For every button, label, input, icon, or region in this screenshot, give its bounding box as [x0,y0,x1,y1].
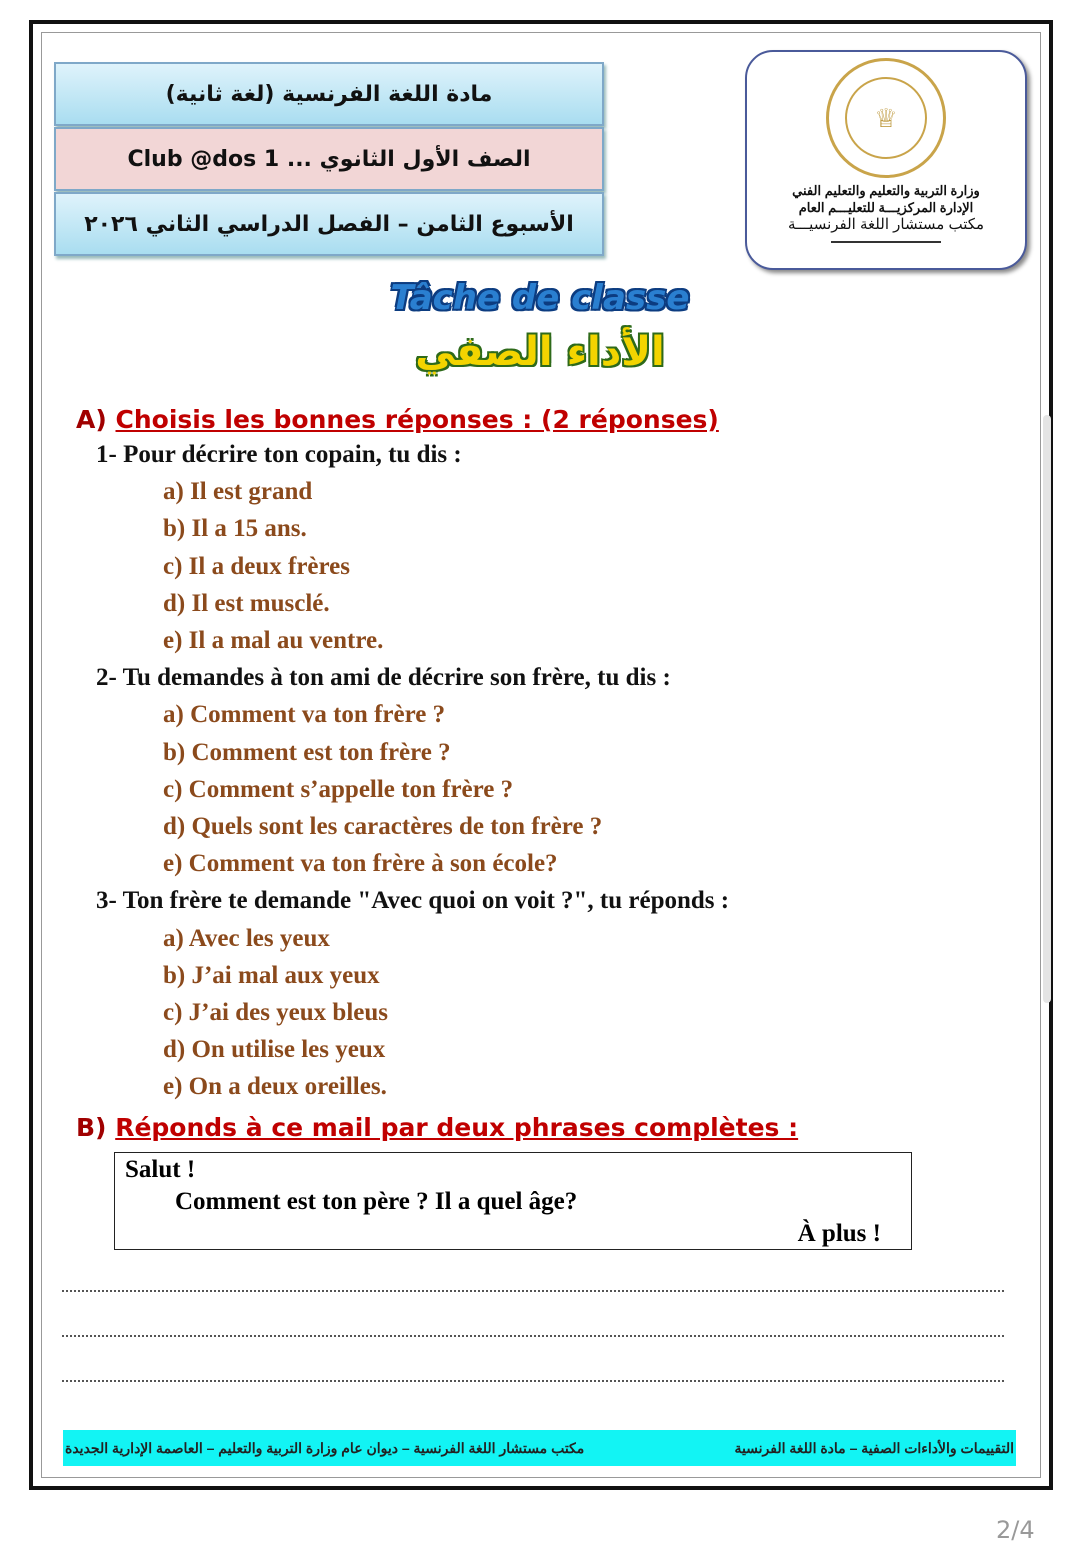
footer-bar [63,1430,1016,1466]
answer-option[interactable]: e) Comment va ton frère à son école? [163,850,558,878]
answer-option[interactable]: e) On a deux oreilles. [163,1073,387,1101]
page-indicator: 2/4 [996,1516,1035,1544]
answer-option[interactable]: d) Quels sont les caractères de ton frère ? [163,813,603,840]
answer-option[interactable]: c) Comment s’appelle ton frère ? [163,775,514,803]
answer-option[interactable]: c) J’ai des yeux bleus [163,999,388,1026]
section-a-heading [76,405,719,435]
answer-option[interactable]: c) Il a deux frères [163,552,350,580]
title-french: Tâche de classe [390,278,690,318]
week-box: الأسبوع الثامن – الفصل الدراسي الثاني ٢٠٢٦ [54,192,604,256]
section-a-title: Choisis les bonnes réponses : (2 réponses) [115,405,719,434]
logo-divider [831,241,941,243]
answer-option[interactable]: d) Il est musclé. [163,589,330,617]
question-2: 2- Tu demandes à ton ami de décrire son frère, tu dis : [96,664,671,692]
title-arabic: الأداء الصفي [415,329,665,375]
logo-line-3: مكتب مستشار اللغة الفرنسيـــة [787,216,985,233]
mail-body: Comment est ton père ? Il a quel âge? [175,1188,578,1215]
answer-option[interactable]: a) Comment va ton frère ? [163,701,446,729]
section-b-letter: B) [76,1113,107,1142]
ministry-logo-box [745,50,1027,270]
subject-box: مادة اللغة الفرنسية (لغة ثانية) [54,62,604,126]
answer-line-1[interactable] [62,1290,1004,1292]
section-a-letter: A) [76,405,107,434]
mail-greeting: Salut ! [125,1156,196,1183]
scrollbar[interactable] [1043,415,1051,1003]
question-1: 1- Pour décrire ton copain, tu dis : [96,441,462,468]
section-b-heading [76,1113,798,1143]
answer-line-2[interactable] [62,1335,1004,1337]
answer-option[interactable]: b) Comment est ton frère ? [163,738,451,766]
mail-closing: À plus ! [797,1220,881,1247]
logo-line-1: وزارة التربية والتعليم والتعليم الفني [792,183,980,198]
logo-line-2: الإدارة المركزيـــة للتعليـــم العام [798,200,974,215]
answer-option[interactable]: a) Avec les yeux [163,924,330,952]
question-3: 3- Ton frère te demande "Avec quoi on voit ?", tu réponds : [96,887,730,915]
answer-line-3[interactable] [62,1380,1004,1382]
footer-left-text: مكتب مستشار اللغة الفرنسية – ديوان عام وزارة التربية والتعليم – العاصمة الإدارية الجديدة [65,1439,585,1456]
section-b-title: Réponds à ce mail par deux phrases complètes : [115,1113,799,1142]
mail-box [114,1152,912,1250]
answer-option[interactable]: e) Il a mal au ventre. [163,627,384,654]
answer-option[interactable]: b) J’ai mal aux yeux [163,961,380,989]
grade-box: الصف الأول الثانوي ... Club @dos 1 [54,127,604,191]
answer-option[interactable]: a) Il est grand [163,478,313,506]
answer-option[interactable]: d) On utilise les yeux [163,1036,386,1064]
footer-right-text: التقييمات والأداءات الصفية – مادة اللغة الفرنسية [734,1439,1014,1456]
ministry-seal-icon: ♕ [826,58,946,178]
answer-option[interactable]: b) Il a 15 ans. [163,515,307,543]
